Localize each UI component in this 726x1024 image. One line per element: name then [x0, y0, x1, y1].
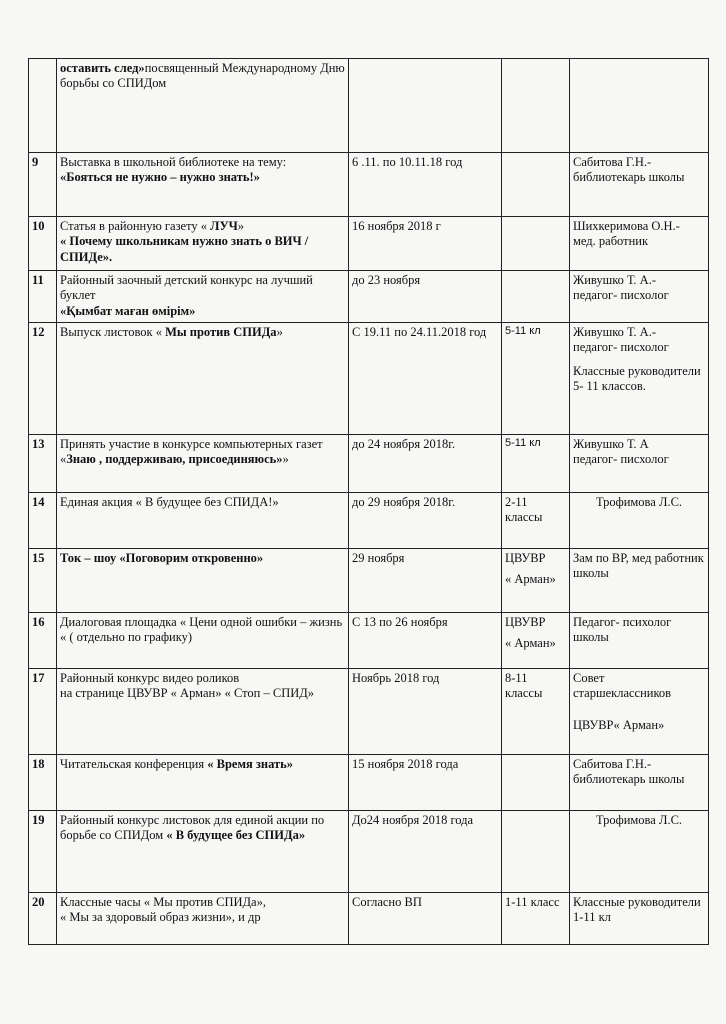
table-row — [29, 217, 709, 271]
date-cell: 16 ноября 2018 г — [349, 217, 502, 271]
date-cell: С 13 по 26 ноября — [349, 613, 502, 669]
date-cell: До24 ноября 2018 года — [349, 811, 502, 893]
table-row — [29, 493, 709, 549]
responsible-cell: Совет старшеклассников ЦВУВР« Арман» — [570, 669, 709, 755]
events-plan-table — [28, 58, 709, 945]
event-cell: Статья в районную газету « ЛУЧ» « Почему школьникам нужно знать о ВИЧ / СПИДе». — [57, 217, 349, 271]
responsible-cell: Живушко Т. А.- педагог- писхолог — [570, 271, 709, 323]
responsible-cell: Трофимова Л.С. — [570, 811, 709, 893]
responsible-cell: Трофимова Л.С. — [570, 493, 709, 549]
table-row — [29, 613, 709, 669]
table-row — [29, 435, 709, 493]
responsible-cell: Шихкеримова О.Н.- мед. работник — [570, 217, 709, 271]
class-cell — [502, 811, 570, 893]
table-row — [29, 323, 709, 435]
row-number: 14 — [29, 493, 57, 549]
date-cell: Ноябрь 2018 год — [349, 669, 502, 755]
date-cell: до 24 ноября 2018г. — [349, 435, 502, 493]
responsible-cell: Зам по ВР, мед работник школы — [570, 549, 709, 613]
class-cell — [502, 153, 570, 217]
event-cell: Выпуск листовок « Мы против СПИДа» — [57, 323, 349, 435]
class-cell — [502, 755, 570, 811]
table-row — [29, 755, 709, 811]
row-number: 18 — [29, 755, 57, 811]
event-cell: Районный конкурс листовок для единой акции по борьбе со СПИДом « В будущее без СПИДа» — [57, 811, 349, 893]
responsible-cell: Классные руководители 1-11 кл — [570, 893, 709, 945]
row-number: 20 — [29, 893, 57, 945]
event-cell: Районный заочный детский конкурс на лучший буклет «Қымбат маған өмірім» — [57, 271, 349, 323]
table-row — [29, 811, 709, 893]
event-cell: Принять участие в конкурсе компьютерных газет «Знаю , поддерживаю, присоединяюсь»» — [57, 435, 349, 493]
responsible-cell: Сабитова Г.Н.- библиотекарь школы — [570, 153, 709, 217]
date-cell: С 19.11 по 24.11.2018 год — [349, 323, 502, 435]
table-row — [29, 153, 709, 217]
class-cell — [502, 59, 570, 153]
date-cell: Согласно ВП — [349, 893, 502, 945]
class-cell: 5-11 кл — [502, 323, 570, 435]
class-cell: ЦВУВР « Арман» — [502, 613, 570, 669]
class-cell: 8-11 классы — [502, 669, 570, 755]
table-row — [29, 271, 709, 323]
date-cell: до 23 ноября — [349, 271, 502, 323]
row-number: 13 — [29, 435, 57, 493]
table-row — [29, 549, 709, 613]
date-cell: 15 ноября 2018 года — [349, 755, 502, 811]
date-cell: до 29 ноября 2018г. — [349, 493, 502, 549]
class-cell: 2-11 классы — [502, 493, 570, 549]
event-cell: оставить след»посвященный Международному Дню борьбы со СПИДом — [57, 59, 349, 153]
event-cell: Читательская конференция « Время знать» — [57, 755, 349, 811]
row-number: 10 — [29, 217, 57, 271]
row-number: 17 — [29, 669, 57, 755]
responsible-cell: Живушко Т. А.- педагог- писхолог Классные руководители 5- 11 классов. — [570, 323, 709, 435]
table-row — [29, 59, 709, 153]
class-cell — [502, 217, 570, 271]
event-cell: Диалоговая площадка « Цени одной ошибки – жизнь « ( отдельно по графику) — [57, 613, 349, 669]
row-number: 16 — [29, 613, 57, 669]
event-cell: Выставка в школьной библиотеке на тему: «Бояться не нужно – нужно знать!» — [57, 153, 349, 217]
responsible-cell: Живушко Т. А педагог- писхолог — [570, 435, 709, 493]
table-row — [29, 669, 709, 755]
date-cell: 6 .11. по 10.11.18 год — [349, 153, 502, 217]
row-number: 19 — [29, 811, 57, 893]
date-cell: 29 ноября — [349, 549, 502, 613]
event-cell: Районный конкурс видео роликов на странице ЦВУВР « Арман» « Стоп – СПИД» — [57, 669, 349, 755]
class-cell: ЦВУВР « Арман» — [502, 549, 570, 613]
event-cell: Ток – шоу «Поговорим откровенно» — [57, 549, 349, 613]
class-cell: 5-11 кл — [502, 435, 570, 493]
row-number: 15 — [29, 549, 57, 613]
table-row — [29, 893, 709, 945]
class-cell — [502, 271, 570, 323]
row-number: 9 — [29, 153, 57, 217]
responsible-cell — [570, 59, 709, 153]
responsible-cell: Сабитова Г.Н.- библиотекарь школы — [570, 755, 709, 811]
row-number: 12 — [29, 323, 57, 435]
row-number: 11 — [29, 271, 57, 323]
event-cell: Классные часы « Мы против СПИДа», « Мы за здоровый образ жизни», и др — [57, 893, 349, 945]
responsible-cell: Педагог- психолог школы — [570, 613, 709, 669]
row-number — [29, 59, 57, 153]
class-cell: 1-11 класс — [502, 893, 570, 945]
date-cell — [349, 59, 502, 153]
event-cell: Единая акция « В будущее без СПИДА!» — [57, 493, 349, 549]
